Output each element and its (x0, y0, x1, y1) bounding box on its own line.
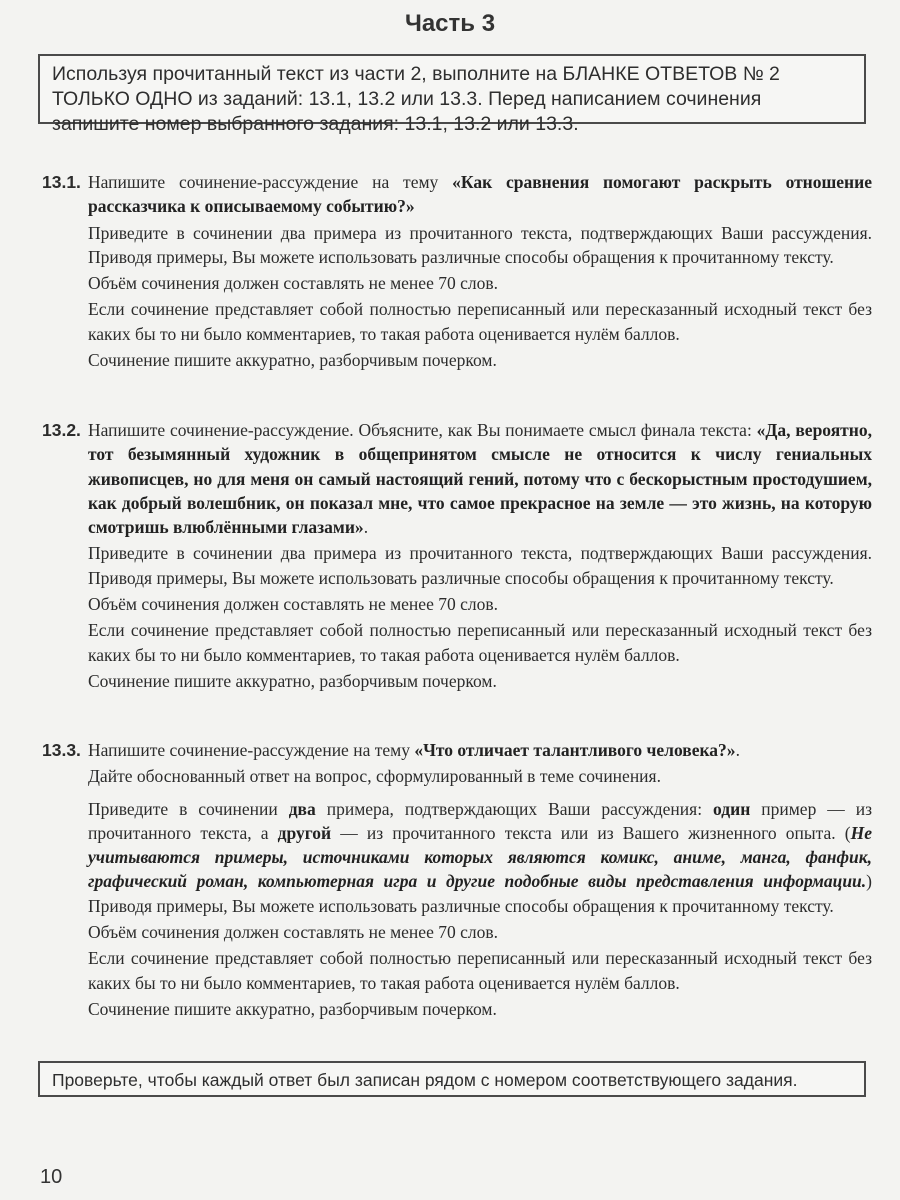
task-intro: Напишите сочинение-рассуждение на тему (88, 172, 453, 192)
examples-text: Приведите в сочинении два примера из прочитанного текста, подтверждающих Ваши рассуждения. Приводя примеры, Вы можете использовать различные способы обращения к прочитанному тексту. (88, 543, 872, 588)
examples-text: Приведите в сочинении два примера из прочитанного текста, подтверждающих Ваши рассуждения. Приводя примеры, Вы можете использовать различные способы обращения к прочитанному тексту. (88, 222, 872, 267)
volume-text: Объём сочинения должен составлять не менее 70 слов. (88, 922, 498, 943)
final-quote: «Да, вероятно, тот безымянный художник в общепринятом смысле не относится к числу гениальных живописцев, но для меня он самый настоящий гений, потому что с бескорыстным простодушием, как добрый волешбник, он показал мне, что самое прекрасное на земле — это жизнь, на которую смотришь влюблёнными глазами» (88, 420, 872, 538)
task-heading (88, 418, 872, 539)
instruction-box: Используя прочитанный текст из части 2, выполните на БЛАНКЕ ОТВЕТОВ № 2 ТОЛЬКО ОДНО из заданий: 13.1, 13.2 или 13.3. Перед написанием сочинения запишите номер выбранного задания: 13.1, 13.2 или 13.3. (38, 54, 866, 124)
check-box: Проверьте, чтобы каждый ответ был записан рядом с номером соответствующего задания. (38, 1061, 866, 1097)
examples-text (88, 797, 872, 918)
answer-text: Дайте обоснованный ответ на вопрос, сформулированный в теме сочинения. (88, 766, 661, 787)
task-number: 13.3. (42, 740, 81, 760)
examples-part: ) Приводя примеры, Вы можете использовать различные способы обращения к прочитанному тексту. (88, 871, 872, 916)
emphasis-other: другой (277, 822, 332, 843)
task-heading (88, 170, 872, 219)
task-topic: «Как сравнения помогают раскрыть отношение рассказчика к описываемому событию?» (88, 172, 872, 217)
task-13-2 (42, 418, 872, 695)
part-title: Часть 3 (404, 10, 496, 37)
examples-part: — из прочитанного текста или из Вашего жизненного опыта. ( (331, 822, 851, 843)
examples-part: пример — из прочитанного текста, а (88, 798, 872, 843)
emphasis-one: один (713, 798, 751, 819)
volume-text: Объём сочинения должен составлять не менее 70 слов. (88, 594, 498, 615)
task-intro: Напишите сочинение-рассуждение. Объясните, как Вы понимаете смысл финала текста: (88, 420, 757, 440)
task-heading (88, 738, 872, 762)
zero-score-text: Если сочинение представляет собой полностью переписанный или пересказанный исходный текст без каких бы то ни было комментариев, то такая работа оценивается нулём баллов. (88, 948, 872, 993)
zero-score-text: Если сочинение представляет собой полностью переписанный или пересказанный исходный текст без каких бы то ни было комментариев, то такая работа оценивается нулём баллов. (88, 299, 872, 344)
emphasis-two: два (288, 798, 316, 819)
task-13-1 (42, 170, 872, 374)
topic-end: . (735, 740, 740, 760)
task-number: 13.1. (42, 172, 81, 192)
task-topic: «Что отличает талантливого человека?» (414, 740, 736, 760)
examples-part: Приведите в сочинении (88, 798, 289, 819)
examples-part: примера, подтверждающих Ваши рассуждения: (315, 798, 714, 819)
zero-score-text: Если сочинение представляет собой полностью переписанный или пересказанный исходный текст без каких бы то ни было комментариев, то такая работа оценивается нулём баллов. (88, 620, 872, 665)
excluded-sources-note: Не учитываются примеры, источниками которых являются комикс, аниме, манга, фанфик, графический роман, компьютерная игра и другие подобные виды представления информации. (88, 822, 872, 892)
neatness-text: Сочинение пишите аккуратно, разборчивым почерком. (88, 670, 497, 691)
task-intro: Напишите сочинение-рассуждение на тему (88, 740, 415, 760)
volume-text: Объём сочинения должен составлять не менее 70 слов. (88, 273, 498, 294)
task-number: 13.2. (42, 420, 81, 440)
quote-end: . (363, 517, 369, 538)
neatness-text: Сочинение пишите аккуратно, разборчивым почерком. (88, 350, 497, 371)
task-13-3 (42, 738, 872, 1023)
neatness-text: Сочинение пишите аккуратно, разборчивым почерком. (88, 998, 497, 1019)
page-number: 10 (40, 1166, 63, 1188)
